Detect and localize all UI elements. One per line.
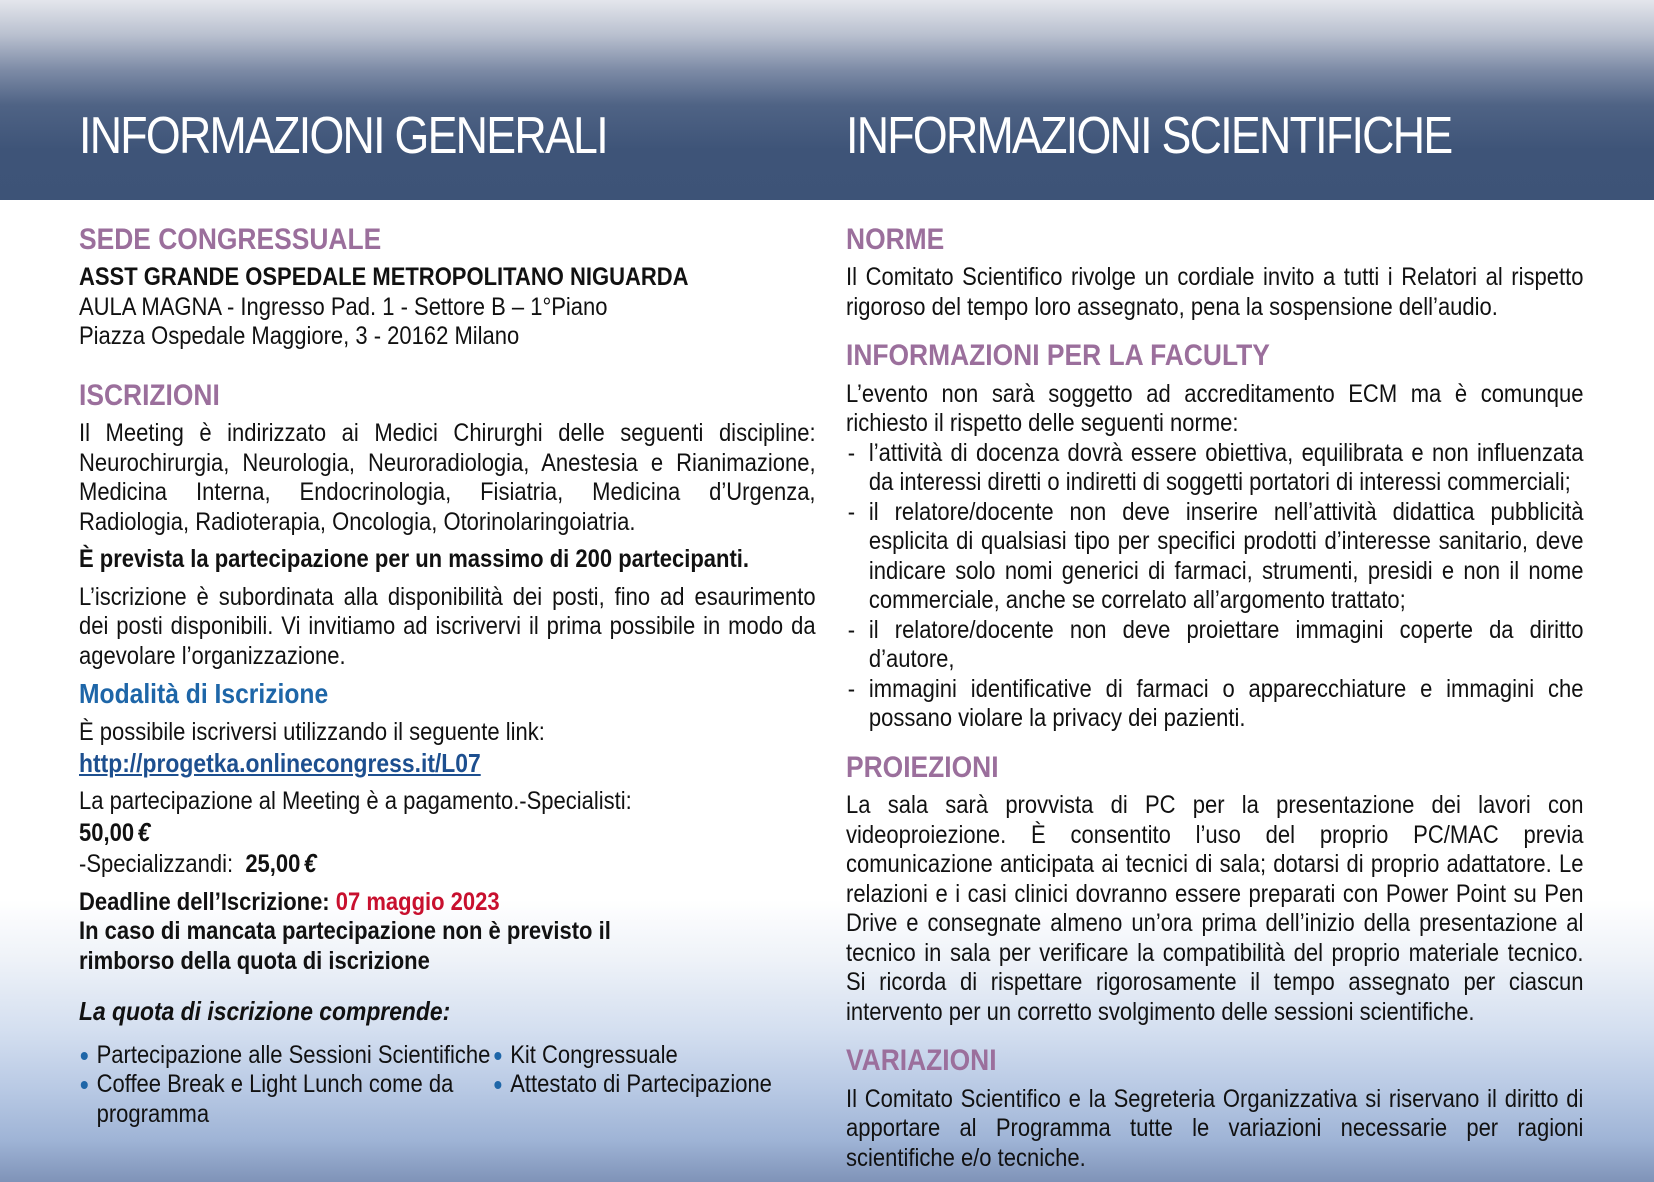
pagamento-text: La partecipazione al Meeting è a pagamento.-Specialisti:	[79, 787, 632, 816]
right-title: INFORMAZIONI SCIENTIFICHE	[846, 107, 1452, 165]
sede-name: ASST GRANDE OSPEDALE METROPOLITANO NIGUARDA	[79, 263, 689, 292]
specializzandi-price: 25,00	[245, 850, 301, 879]
deadline-label: Deadline dell’Iscrizione:	[79, 887, 330, 916]
list-item: Attestato di Partecipazione	[493, 1070, 772, 1100]
proiezioni-text: La sala sarà provvista di PC per la presentazione dei lavori con videoproiezione. È consentito l’uso del proprio PC/MAC previa comunicazione anticipata ai tecnici di sala; dotarsi di proprio adattatore. Le relazioni e i casi clinici dovranno essere preparati con Power Point su Pen Drive e consegnate almeno un’ora prima dell’inizio della presentazione al tecnico in sala per verificare la compatibilità del proprio materiale tecnico. Si ricorda di rispettare rigorosamente il tempo assegnato per ciascun intervento per un corretto svolgimento delle sessioni scientifiche.	[846, 791, 1584, 1026]
right-column	[846, 222, 1584, 1173]
variazioni-heading: VARIAZIONI	[846, 1044, 997, 1078]
sede-line1: AULA MAGNA - Ingresso Pad. 1 - Settore B – 1°Piano	[79, 292, 608, 321]
link-intro: È possibile iscriversi utilizzando il seguente link:	[79, 718, 545, 747]
list-item: Kit Congressuale	[493, 1041, 772, 1071]
proiezioni-heading: PROIEZIONI	[846, 750, 999, 784]
sede-heading: SEDE CONGRESSUALE	[79, 223, 382, 256]
page-header	[0, 0, 1654, 200]
left-title: INFORMAZIONI GENERALI	[79, 107, 607, 165]
specialisti-price: 50,00	[79, 818, 135, 847]
list-item: - il relatore/docente non deve proiettare immagini coperte da diritto d’autore,	[846, 616, 1583, 675]
norme-text: Il Comitato Scientifico rivolge un cordiale invito a tutti i Relatori al rispetto rigoroso del tempo loro assegnato, pena la sospensione dell’audio.	[846, 263, 1584, 321]
faculty-list	[846, 439, 1583, 734]
deadline-date: 07 maggio 2023	[335, 887, 500, 916]
faculty-heading: INFORMAZIONI PER LA FACULTY	[846, 339, 1270, 373]
list-item: - il relatore/docente non deve inserire nell’attività didattica pubblicità esplicita di qualsiasi tipo per specifici prodotti d’interesse sanitario, deve indicare solo nomi generici di farmaci, strumenti, presidi e non il nome commerciale, anche se correlato all’argomento trattato;	[846, 498, 1583, 616]
euro-icon: €	[137, 816, 151, 847]
left-column	[79, 222, 816, 1129]
iscrizioni-heading: ISCRIZIONI	[79, 378, 220, 412]
list-item: - immagini identificative di farmaci o apparecchiature e immagini che possano violare la privacy dei pazienti.	[846, 675, 1583, 734]
quota-heading: La quota di iscrizione comprende:	[79, 996, 451, 1027]
euro-icon: €	[303, 848, 317, 879]
variazioni-text: Il Comitato Scientifico e la Segreteria Organizzativa si riservano il diritto di apportare al Programma tutte le variazioni necessarie per ragioni scientifiche e/o tecniche.	[846, 1084, 1584, 1172]
faculty-intro: L’evento non sarà soggetto ad accreditamento ECM ma è comunque richiesto il rispetto delle seguenti norme:	[846, 379, 1584, 438]
specializzandi-label: -Specializzandi:	[79, 850, 234, 879]
iscrizioni-intro: Il Meeting è indirizzato ai Medici Chirurghi delle seguenti discipline: Neurochirurgia, Neurologia, Neuroradiologia, Anestesia e Rianimazione, Medicina Interna, Endocrinologia, Fisiatria, Medicina d’Urgenza, Radiologia, Radioterapia, Oncologia, Otorinolaringoiatria.	[79, 419, 816, 536]
registration-link[interactable]: http://progetka.onlinecongress.it/L07	[79, 747, 481, 778]
iscrizioni-max: È prevista la partecipazione per un massimo di 200 partecipanti.	[79, 545, 750, 574]
norme-heading: NORME	[846, 223, 945, 256]
rimborso-text: In caso di mancata partecipazione non è previsto il rimborso della quota di iscrizione	[79, 917, 611, 975]
quota-list	[79, 1041, 816, 1130]
list-item: Coffee Break e Light Lunch come da programma	[79, 1070, 493, 1129]
sede-line2: Piazza Ospedale Maggiore, 3 - 20162 Milano	[79, 322, 520, 351]
modalita-heading: Modalità di Iscrizione	[79, 678, 329, 710]
iscrizioni-subordinata: L’iscrizione è subordinata alla disponibilità dei posti, fino ad esaurimento dei posti disponibili. Vi invitiamo ad iscrivervi il prima possibile in modo da agevolare l’organizzazione.	[79, 582, 816, 670]
list-item: - l’attività di docenza dovrà essere obiettiva, equilibrata e non influenzata da interessi diretti o indiretti di soggetti portatori di interessi commerciali;	[846, 439, 1583, 498]
list-item: Partecipazione alle Sessioni Scientifiche	[79, 1041, 493, 1071]
